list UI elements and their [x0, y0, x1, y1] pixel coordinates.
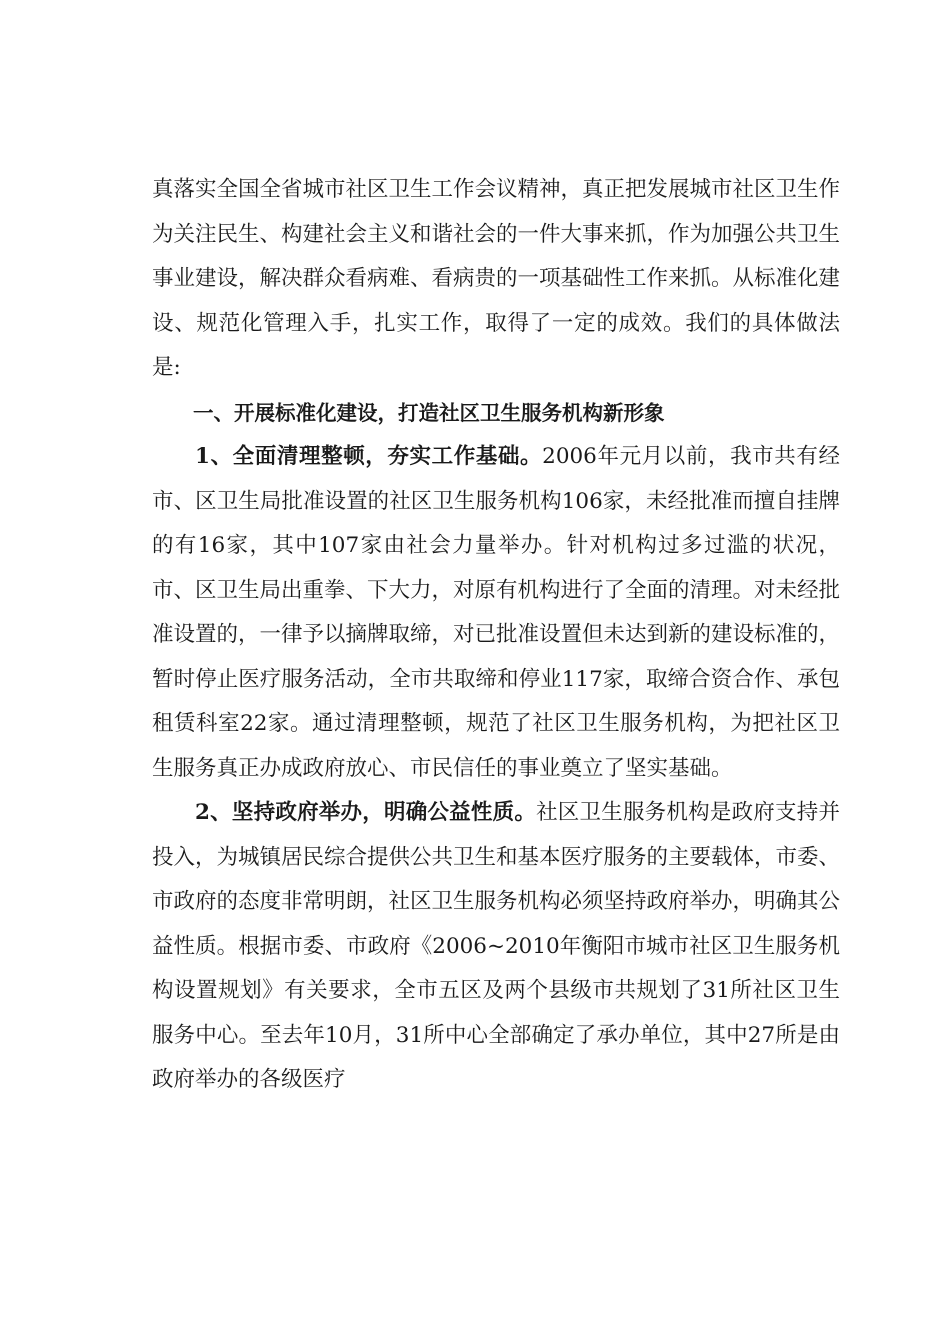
- document-body: [152, 168, 840, 1103]
- item-2-lead: 2、坚持政府举办，明确公益性质。: [195, 800, 537, 825]
- paragraph-item-2: [152, 791, 840, 1103]
- item-1-lead: 1、全面清理整顿，夯实工作基础。: [195, 444, 543, 469]
- intro-paragraph: 真落实全国全省城市社区卫生工作会议精神，真正把发展城市社区卫生作为关注民生、构建社会主义和谐社会的一件大事来抓，作为加强公共卫生事业建设，解决群众看病难、看病贵的一项基础性工作来抓。从标准化建设、规范化管理入手，扎实工作，取得了一定的成效。我们的具体做法是:: [152, 177, 841, 380]
- section-heading: 一、开展标准化建设，打造社区卫生服务机构新形象: [193, 400, 665, 425]
- paragraph-item-1: [152, 435, 840, 791]
- item-1-body: 2006年元月以前，我市共有经市、区卫生局批准设置的社区卫生服务机构106家，未经批准而擅自挂牌的有16家，其中107家由社会力量举办。针对机构过多过滥的状况，市、区卫生局出重拳、下大力，对原有机构进行了全面的清理。对未经批准设置的，一律予以摘牌取缔，对已批准设置但未达到新的建设标准的，暂时停止医疗服务活动，全市共取缔和停业117家，取缔合资合作、承包租赁科室22家。通过清理整顿，规范了社区卫生服务机构，为把社区卫生服务真正办成政府放心、市民信任的事业奠立了坚实基础。: [152, 444, 841, 781]
- item-2-body: 社区卫生服务机构是政府支持并投入，为城镇居民综合提供公共卫生和基本医疗服务的主要载体，市委、市政府的态度非常明朗，社区卫生服务机构必须坚持政府举办，明确其公益性质。根据市委、市政府《2006~2010年衡阳市城市社区卫生服务机构设置规划》有关要求，全市五区及两个县级市共规划了31所社区卫生服务中心。至去年10月，31所中心全部确定了承办单位，其中27所是由政府举办的各级医疗: [152, 800, 841, 1092]
